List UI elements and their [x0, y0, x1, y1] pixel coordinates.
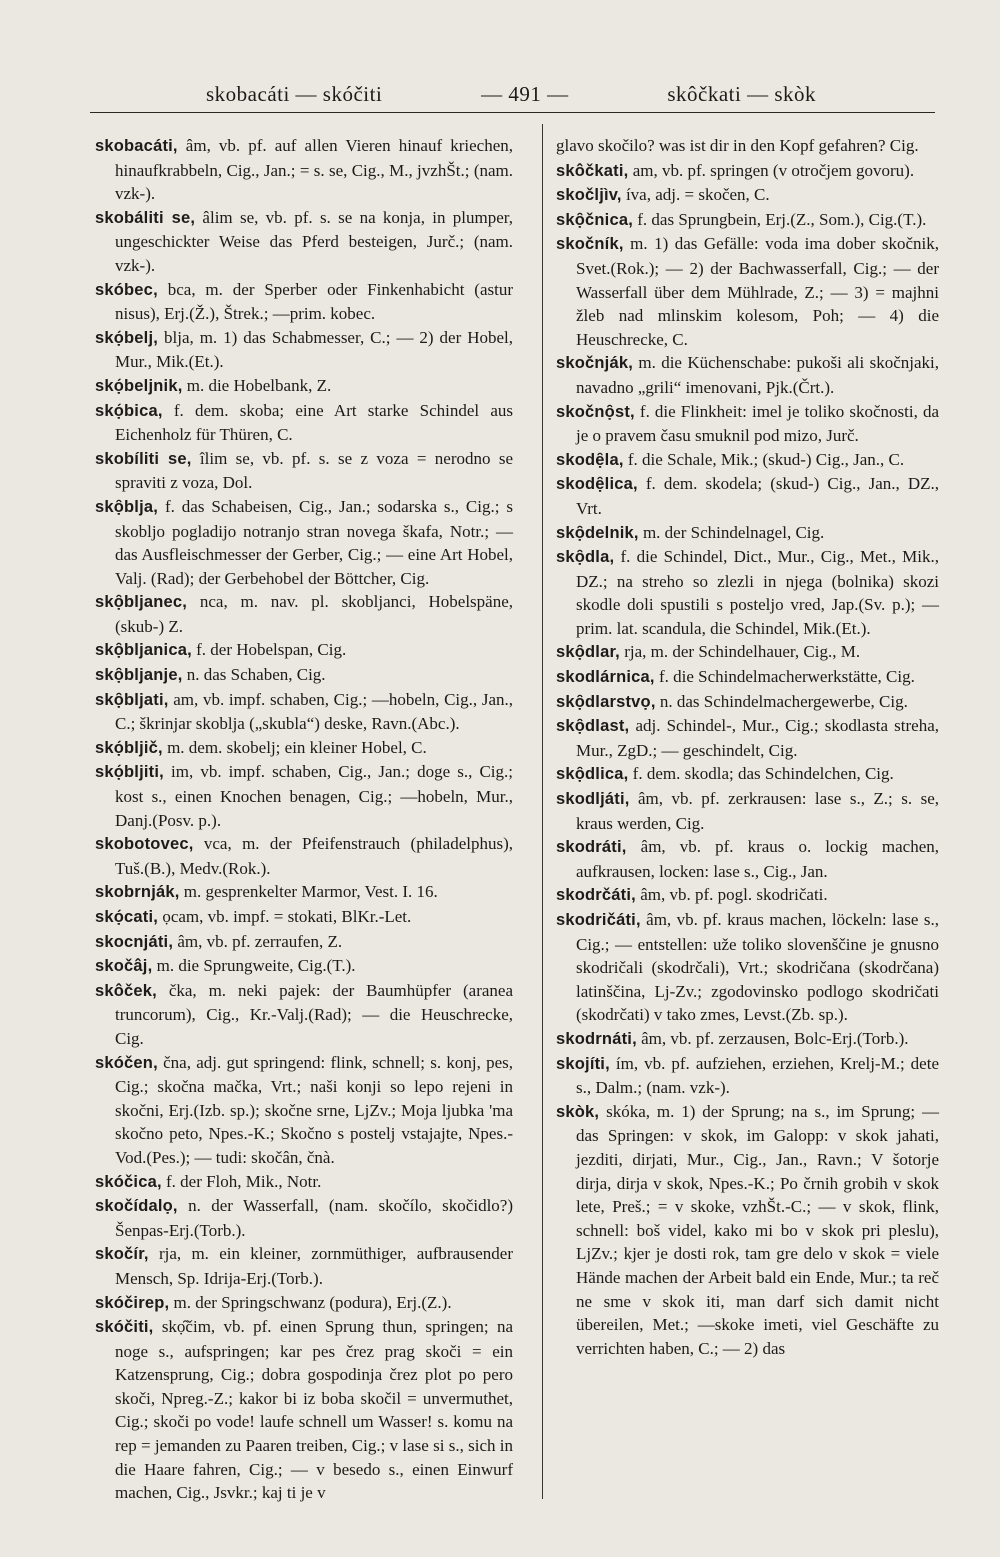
entry-headword: skocnjáti, [95, 932, 174, 951]
dictionary-entry [95, 930, 513, 955]
running-header [90, 76, 930, 112]
entry-headword: skodrčáti, [556, 886, 636, 905]
entry-definition: čna, adj. gut springend: flink, schnell; s. konj, pes, Cig.; skočna mačka, Vrt.; naši konji so lepo rejeni in skočni, Erj.(Izb. sp.); skočne srne, LjZv.; Moja ljubka 'ma skočno peto, Npes.-K.; Skočno s postelj vstajajte, Npes.-Vod.(Pes.); — tudi: skočân, čnà. [115, 1052, 513, 1167]
dictionary-entry [95, 736, 513, 761]
entry-headword: skodráti, [556, 838, 627, 857]
entry-definition: f. dem. skoba; eine Art starke Schindel aus Eichenholz für Thüren, C. [115, 400, 513, 445]
dictionary-entry [556, 400, 939, 448]
entry-headword: skọ̑bljanje, [95, 666, 183, 685]
entry-definition: f. das Sprungbein, Erj.(Z., Som.), Cig.(T.). [633, 209, 927, 229]
entry-headword: skọ̑dlarstvọ, [556, 692, 656, 711]
entry-headword: skọ́bica, [95, 401, 163, 420]
entry-headword: skọ́bljič, [95, 738, 163, 757]
entry-definition: âm, vb. pf. zerkrausen: lase s., Z.; s. se, kraus werden, Cig. [576, 789, 939, 833]
entry-headword: skọ̑dlica, [556, 765, 629, 784]
entry-headword: skọ̑delnik, [556, 523, 639, 542]
dictionary-entry [95, 663, 513, 688]
entry-definition: m. der Springschwanz (podura), Erj.(Z.). [169, 1292, 452, 1312]
dictionary-entry [556, 1052, 939, 1100]
entry-definition: n. der Wasserfall, (nam. skočílo, skočidlo?) Šenpas-Erj.(Torb.). [115, 1196, 513, 1240]
dictionary-entry [556, 762, 939, 787]
dictionary-entry [556, 208, 939, 233]
dictionary-entry [556, 640, 939, 665]
entry-definition: m. die Küchenschabe: pukoši ali skočnjaki, navadno „grili“ imenovani, Pjk.(Črt.). [576, 353, 939, 397]
entry-headword: skodljáti, [556, 790, 630, 809]
page-number: — 491 — [481, 81, 569, 106]
entry-headword: skôčkati, [556, 161, 629, 180]
entry-headword: skodrnáti, [556, 1029, 637, 1048]
entry-headword: skọ̑bljanica, [95, 641, 192, 660]
left-column [95, 134, 513, 1505]
entry-headword: skọ̑bljati, [95, 690, 169, 709]
entry-headword: skodričáti, [556, 911, 641, 929]
entry-definition: âm, vb. pf. kraus o. lockig machen, aufkrausen, locken: lase s., Cig., Jan. [576, 837, 939, 881]
entry-headword: skọ́belj, [95, 328, 159, 347]
dictionary-entry [556, 714, 939, 762]
entry-headword: skojíti, [556, 1054, 610, 1073]
entry-definition: m. die Sprungweite, Cig.(T.). [152, 956, 356, 976]
entry-definition: f. die Schale, Mik.; (skud-) Cig., Jan., C. [623, 449, 905, 469]
dictionary-entry [95, 880, 513, 905]
entry-definition: f. das Schabeisen, Cig., Jan.; sodarska s., Cig.; s skobljo pogladijo notranjo stran novega škafa, Notr.; — das Ausfleischmesser der Gerber, Cig.; — eine Art Hobel, Valj. (Rad); der Gerbehobel der Böttcher, Cig. [115, 496, 513, 588]
entry-headword: skočník, [556, 235, 624, 254]
entry-headword: skobrnják, [95, 883, 180, 902]
entry-definition: bca, m. der Sperber oder Finkenhabicht (astur nisus), Erj.(Ž.), Štrek.; —prim. kobec. [115, 279, 513, 324]
entry-headword: skodẹ̑lica, [556, 475, 638, 494]
entry-definition: im, vb. impf. schaben, Cig., Jan.; doge s., Cig.; kost s., einen Knochen benagen, Cig.; —hobeln, Mur., Danj.(Posv. p.). [115, 762, 513, 830]
dictionary-entry [95, 447, 513, 495]
entry-definition: čka, m. neki pajek: der Baumhüpfer (aranea truncorum), Cig., Kr.-Valj.(Rad); — die Heuschrecke, Cig. [115, 980, 513, 1048]
entry-definition: rja, m. ein kleiner, zornmüthiger, aufbrausender Mensch, Sp. Idrija-Erj.(Torb.). [115, 1244, 513, 1288]
entry-headword: skọ́bljiti, [95, 763, 164, 782]
dictionary-entry [95, 760, 513, 832]
entry-headword: skóčirep, [95, 1293, 170, 1312]
entry-definition: ọcam, vb. impf. = stokati, BlKr.-Let. [158, 907, 412, 926]
entry-definition: m. der Schindelnagel, Cig. [638, 522, 825, 542]
entry-definition: m. dem. skobelj; ein kleiner Hobel, C. [162, 737, 427, 757]
entry-headword: skodẹ̑la, [556, 450, 624, 469]
entry-definition: skọ̑čim, vb. pf. einen Sprung thun, springen; na noge s., aufspringen; kar pes črez prag skoči = ein Katzensprung, Cig.; dobra gospodinja črez plot po pero skoči, Npreg.-Z.; kakor bi iz boba skočil = unvermuthet, Cig.; skoči po vode! laufe schnell um Wasser! s. komu na rep = jemanden zu Paaren treiben, Cig.; v lase si s., sich in die Haare fahren, Cig.; — v besedo s., einen Einwurf machen, Cig., Jsvkr.; kaj ti je v [115, 1317, 513, 1503]
dictionary-entry [95, 206, 513, 278]
entry-headword: skočídalọ, [95, 1197, 178, 1216]
dictionary-entry [556, 183, 939, 208]
entry-headword: skóčen, [95, 1053, 158, 1072]
right-column [556, 134, 939, 1360]
entry-definition: glavo skočilo? was ist dir in den Kopf gefahren? Cig. [556, 136, 919, 155]
entry-headword: skọ̑bljanec, [95, 593, 188, 612]
entry-headword: skóčica, [95, 1172, 162, 1191]
entry-definition: n. das Schaben, Cig. [182, 665, 326, 685]
column-divider [542, 124, 543, 1499]
dictionary-entry [95, 134, 513, 206]
dictionary-entry [95, 1242, 513, 1290]
header-right-guide: skôčkati — skòk [667, 81, 816, 106]
entry-definition: f. die Flinkheit: imel je toliko skočnosti, da je o pravem času smuknil pod mizo, Jurč. [576, 401, 939, 446]
dictionary-entry [95, 1315, 513, 1505]
entry-definition: skóka, m. 1) der Sprung; na s., im Sprung; — das Springen: v skok, im Galopp: v skok jahati, jezditi, dirjati, Mur., Cig., Jan., Ravn.; V šotorje dirja, dirja v skok, Npes.-K.; Po črnih grobih v skok lete, Preš.; = v skoke, vzhŠt.-C.; — v skok, flink, schnell: boš videl, kako mi bo v skok pri pleslu), LjZv.; kjer je dosti rok, tam gre delo v skok = viele Hände machen der Arbeit bald ein Ende, Mur.; ta reč ne sme v skok iti, man darf sich damit nicht übereilen, Met.; —skoke imeti, viel Geschäfte zu verrichten haben, C.; — 2) das [576, 1101, 939, 1358]
entry-definition: m. gesprenkelter Marmor, Vest. I. 16. [179, 882, 438, 902]
entry-definition: m. die Hobelbank, Z. [182, 375, 332, 395]
entry-definition: nca, m. nav. pl. skobljanci, Hobelspäne, (skub-) Z. [115, 592, 513, 636]
entry-headword: skôček, [95, 981, 157, 1000]
dictionary-entry [556, 351, 939, 399]
entry-definition: f. die Schindelmacherwerkstätte, Cig. [654, 667, 915, 687]
entry-headword: skočír, [95, 1245, 149, 1264]
entry-definition: îlim se, vb. pf. s. se z voza = nerodno se spraviti z voza, Dol. [115, 448, 513, 493]
dictionary-entry [95, 590, 513, 638]
entry-headword: skọ̑dlar, [556, 643, 620, 662]
entry-definition: âm, vb. pf. pogl. skodričati. [635, 885, 828, 905]
header-left-guide: skobacáti — skóčiti [206, 81, 383, 106]
dictionary-entry [95, 1170, 513, 1195]
entry-headword: skočnọ̑st, [556, 402, 635, 421]
entry-headword: skočâj, [95, 957, 153, 976]
entry-definition: am, vb. impf. schaben, Cig.; —hobeln, Cig., Jan., C.; škrinjar skoblja („skubla“) deske, Ravn.(Abc.). [115, 689, 513, 734]
dictionary-entry [95, 638, 513, 663]
entry-headword: skọ̑čnica, [556, 210, 634, 229]
entry-headword: skobáliti se, [95, 208, 196, 227]
dictionary-entry [95, 1194, 513, 1242]
entry-definition: f. der Floh, Mik., Notr. [161, 1171, 322, 1191]
entry-headword: skobotovec, [95, 835, 194, 854]
dictionary-entry [556, 787, 939, 835]
dictionary-entry [556, 690, 939, 715]
entry-definition: blja, m. 1) das Schabmesser, C.; — 2) der Hobel, Mur., Mik.(Et.). [115, 327, 513, 372]
dictionary-entry [95, 954, 513, 979]
dictionary-entry [556, 159, 939, 184]
header-rule [90, 112, 935, 113]
entry-headword: skobíliti se, [95, 449, 192, 468]
dictionary-entry [95, 1291, 513, 1316]
dictionary-entry [95, 832, 513, 880]
entry-headword: skọ̑dlast, [556, 717, 630, 736]
entry-definition: âm, vb. pf. auf allen Vieren hinauf kriechen, hinaufkrabbeln, Cig., Jan.; = s. se, Cig., M., jvzhŠt.; (nam. vzk-). [115, 136, 513, 204]
dictionary-entry [95, 1051, 513, 1170]
dictionary-entry [556, 448, 939, 473]
entry-definition: adj. Schindel-, Mur., Cig.; skodlasta streha, Mur., ZgD.; — geschindelt, Cig. [576, 716, 939, 760]
dictionary-entry [95, 905, 513, 930]
entry-definition: f. dem. skodla; das Schindelchen, Cig. [628, 764, 894, 784]
entry-headword: skọ̑dla, [556, 548, 615, 567]
entry-headword: skodlárnica, [556, 668, 655, 687]
entry-headword: skóbec, [95, 280, 158, 299]
entry-headword: skobacáti, [95, 137, 178, 155]
dictionary-entry [556, 1100, 939, 1361]
entry-headword: skočljìv, [556, 186, 622, 205]
entry-headword: skočnják, [556, 354, 634, 373]
entry-definition: m. 1) das Gefälle: voda ima dober skočnik, Svet.(Rok.); — 2) der Bachwasserfall, Cig.; — der Wasserfall über dem Mühlrade, Z.; — 3) = majhni žleb nad mlinskim kolesom, Poh; — 4) die Heuschrecke, C. [576, 234, 939, 349]
entry-headword: skóčiti, [95, 1318, 154, 1337]
entry-definition: am, vb. pf. springen (v otročjem govoru). [628, 160, 915, 180]
dictionary-entry [556, 521, 939, 546]
dictionary-entry [95, 979, 513, 1051]
entry-definition: f. die Schindel, Dict., Mur., Cig., Met., Mik., DZ.; na streho so zlezli in njega (bolnika) skozi skodle doli spustili s posteljo vred, Jap.(Sv. p.); — prim. lat. scandula, die Schindel, Mik.(Et.). [576, 547, 939, 638]
dictionary-entry [95, 326, 513, 374]
entry-headword: skọ̑blja, [95, 497, 159, 516]
entry-definition: f. der Hobelspan, Cig. [191, 640, 347, 660]
dictionary-entry [95, 495, 513, 590]
entry-definition: âlim se, vb. pf. s. se na konja, in plumper, ungeschickter Weise das Pferd besteigen, Jurč.; (nam. vzk-). [115, 207, 514, 275]
entry-definition: rja, m. der Schindelhauer, Cig., M. [619, 642, 861, 662]
dictionary-entry [95, 278, 513, 326]
entry-definition: n. das Schindelmachergewerbe, Cig. [655, 691, 908, 711]
dictionary-entry [556, 232, 939, 351]
dictionary-entry [556, 472, 939, 520]
dictionary-entry [556, 1027, 939, 1052]
entry-definition: íva, adj. = skočen, C. [621, 185, 770, 205]
entry-definition: vca, m. der Pfeifenstrauch (philadelphus), Tuš.(B.), Medv.(Rok.). [115, 834, 513, 878]
entry-headword: skòk, [556, 1102, 600, 1121]
dictionary-entry [556, 545, 939, 640]
entry-headword: skọ́cati, [95, 908, 159, 926]
entry-definition: ím, vb. pf. aufziehen, erziehen, Krelj-M.; dete s., Dalm.; (nam. vzk-). [576, 1053, 939, 1098]
dictionary-entry [556, 883, 939, 908]
dictionary-entry [556, 134, 939, 159]
dictionary-entry [95, 374, 513, 399]
entry-definition: âm, vb. pf. zerraufen, Z. [173, 931, 343, 951]
entry-definition: f. dem. skodela; (skud-) Cig., Jan., DZ., Vrt. [576, 474, 939, 518]
entry-definition: âm, vb. pf. kraus machen, löckeln: lase s., Cig.; — entstellen: uže toliko slovenščine je gnusno skodričali (skodrčali), Vrt.; skodričana (skodrčana) latinščina, Lj-Zv.; zgodovinsko podlogo skodričati (skodrčati) v tako zmes, Levst.(Zb. sp.). [576, 910, 939, 1025]
entry-definition: âm, vb. pf. zerzausen, Bolc-Erj.(Torb.). [636, 1028, 909, 1048]
dictionary-entry [556, 835, 939, 883]
dictionary-entry [556, 665, 939, 690]
entry-headword: skọ́beljnik, [95, 376, 183, 395]
dictionary-entry [95, 399, 513, 447]
dictionary-entry [95, 688, 513, 736]
dictionary-entry [556, 908, 939, 1027]
